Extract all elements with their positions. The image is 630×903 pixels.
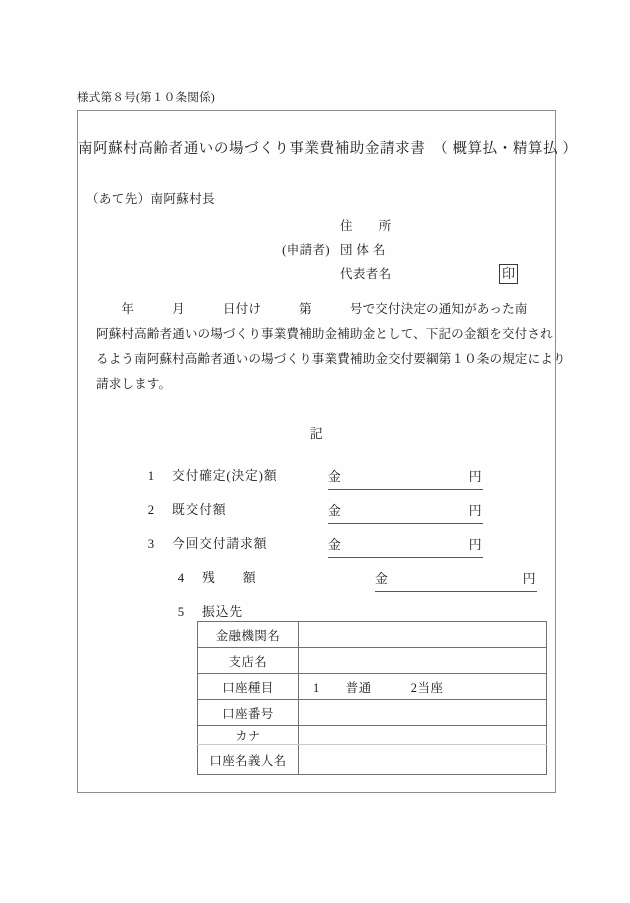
item-number-3: 3 [147, 537, 155, 551]
yen-suffix-1: 円 [468, 470, 482, 484]
item-label-4: 残 額 [202, 571, 257, 585]
item-label-3: 今回交付請求額 [172, 537, 268, 551]
item-row-1 [78, 459, 555, 493]
amount-field-2[interactable] [328, 499, 483, 524]
bank-row-header-account-holder: 口座名義人名 [198, 745, 299, 775]
item-number-4: 4 [177, 571, 185, 585]
bank-row-header-account-number: 口座番号 [198, 700, 299, 726]
applicant-organization-row [258, 238, 548, 262]
item-number-5: 5 [177, 605, 185, 619]
yen-prefix-2: 金 [328, 504, 342, 518]
table-row [198, 622, 547, 648]
bank-row-header-institution: 金融機関名 [198, 622, 299, 648]
yen-prefix-3: 金 [328, 538, 342, 552]
table-row [198, 648, 547, 674]
bank-row-header-branch: 支店名 [198, 648, 299, 674]
item-number-2: 2 [147, 503, 155, 517]
amount-field-1[interactable] [328, 465, 483, 490]
item-row-2 [78, 493, 555, 527]
applicant-tag: (申請者) [282, 243, 330, 257]
yen-suffix-2: 円 [468, 504, 482, 518]
addressee-line: （あて先）南阿蘇村長 [86, 192, 216, 206]
amount-field-4[interactable] [375, 567, 537, 592]
yen-prefix-1: 金 [328, 470, 342, 484]
table-row [198, 700, 547, 726]
applicant-address-label: 住 所 [340, 219, 392, 233]
bank-row-header-kana: カナ [198, 726, 299, 745]
body-line-4: 請求します。 [96, 377, 172, 391]
yen-prefix-4: 金 [375, 572, 389, 586]
table-row [198, 674, 547, 700]
applicant-address-row [258, 214, 548, 238]
bank-row-value-institution[interactable] [299, 622, 547, 648]
seal-icon: 印 [499, 264, 518, 284]
record-heading: 記 [309, 426, 324, 441]
applicant-representative-row [258, 262, 548, 286]
item-label-1: 交付確定(決定)額 [172, 469, 278, 483]
yen-suffix-4: 円 [522, 572, 536, 586]
item-row-3 [78, 527, 555, 561]
bank-row-header-account-type: 口座種目 [198, 674, 299, 700]
form-number: 様式第８号(第１０条関係) [77, 92, 216, 104]
bank-row-value-kana[interactable] [299, 726, 547, 745]
document-frame [77, 110, 578, 793]
table-row [198, 726, 547, 745]
bank-row-value-account-holder[interactable] [299, 745, 547, 775]
amount-items-list [78, 459, 555, 629]
bank-account-table [197, 621, 547, 775]
bank-row-value-account-type[interactable]: 1 普通 2当座 [299, 674, 547, 700]
item-number-1: 1 [147, 469, 155, 483]
bank-row-value-account-number[interactable] [299, 700, 547, 726]
yen-suffix-3: 円 [468, 538, 482, 552]
body-line-1: 年 月 日付け 第 号で交付決定の通知があった南 [96, 302, 528, 316]
bank-row-value-branch[interactable] [299, 648, 547, 674]
applicant-representative-label: 代表者名 [340, 267, 392, 281]
body-line-2: 阿蘇村高齢者通いの場づくり事業費補助金補助金として、下記の金額を交付され [96, 327, 553, 341]
page-title: 南阿蘇村高齢者通いの場づくり事業費補助金請求書 （ 概算払・精算払 ） [78, 141, 578, 157]
item-label-2: 既交付額 [172, 503, 227, 517]
table-row [198, 745, 547, 775]
amount-field-3[interactable] [328, 533, 483, 558]
item-label-5: 振込先 [202, 605, 243, 619]
item-row-4 [78, 561, 555, 595]
body-line-3: るよう南阿蘇村高齢者通いの場づくり事業費補助金交付要綱第１０条の規定により [96, 352, 566, 366]
applicant-block [258, 214, 548, 286]
body-paragraph [96, 297, 566, 397]
applicant-organization-label: 団 体 名 [340, 243, 386, 257]
